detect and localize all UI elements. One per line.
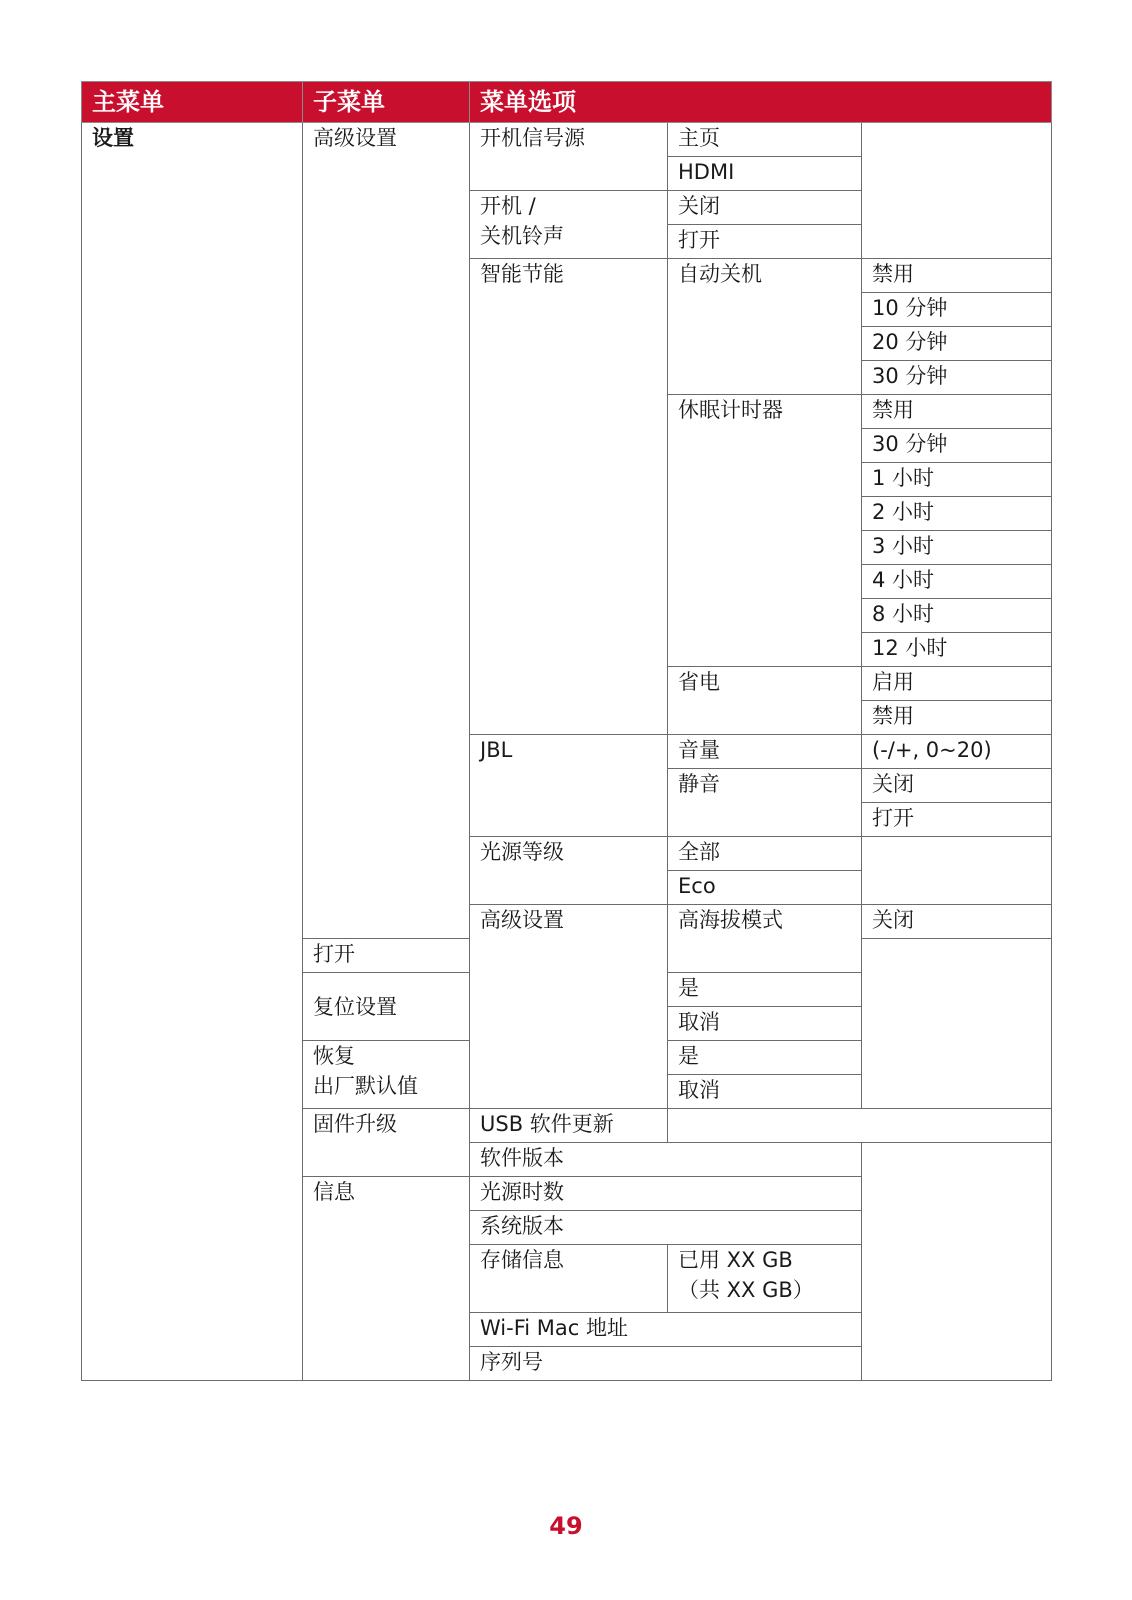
option-jbl: JBL: [470, 735, 668, 837]
header-submenu: 子菜单: [303, 82, 470, 123]
option-sleep-timer: 休眠计时器: [668, 395, 862, 667]
value-20-min: 20 分钟: [862, 327, 1052, 361]
table-header-row: [82, 82, 1052, 123]
option-power-saving: 省电: [668, 667, 862, 735]
value-1-hour: 1 小时: [862, 463, 1052, 497]
main-menu-settings: 设置: [82, 123, 303, 1381]
storage-used: 已用 XX GB: [678, 1248, 793, 1272]
option-software-version: 软件版本: [470, 1143, 862, 1177]
value-4-hours: 4 小时: [862, 565, 1052, 599]
option-power-chime: [470, 191, 668, 259]
value-full: 全部: [668, 837, 862, 871]
option-usb-software-update: USB 软件更新: [470, 1109, 668, 1143]
submenu-information: 信息: [303, 1177, 470, 1381]
value-on: 打开: [303, 939, 470, 973]
value-yes: 是: [668, 1041, 862, 1075]
menu-table: [81, 81, 1052, 1381]
submenu-advanced-settings-2: 高级设置: [470, 905, 668, 1109]
option-reset-settings: 复位设置: [303, 973, 470, 1041]
value-storage-usage: [668, 1245, 862, 1313]
value-12-hours: 12 小时: [862, 633, 1052, 667]
value-on: 打开: [668, 225, 862, 259]
submenu-advanced-settings: 高级设置: [303, 123, 470, 939]
value-3-hours: 3 小时: [862, 531, 1052, 565]
option-factory-reset-line2: 出厂默认值: [313, 1074, 418, 1098]
option-wifi-mac-address: Wi-Fi Mac 地址: [470, 1313, 862, 1347]
submenu-firmware-upgrade: 固件升级: [303, 1109, 470, 1177]
option-system-version: 系统版本: [470, 1211, 862, 1245]
value-30-min: 30 分钟: [862, 429, 1052, 463]
option-power-chime-line2: 关机铃声: [480, 224, 564, 248]
empty-cell: [862, 837, 1052, 905]
page-number: 49: [549, 1512, 583, 1540]
option-storage-info: 存储信息: [470, 1245, 668, 1313]
value-home: 主页: [668, 123, 862, 157]
option-serial-number: 序列号: [470, 1347, 862, 1381]
value-off: 关闭: [668, 191, 862, 225]
option-power-chime-line1: 开机 /: [480, 194, 536, 218]
option-light-source-hours: 光源时数: [470, 1177, 862, 1211]
value-disabled: 禁用: [862, 259, 1052, 293]
header-menu-options: 菜单选项: [470, 82, 1052, 123]
value-eco: Eco: [668, 871, 862, 905]
header-main-menu: 主菜单: [82, 82, 303, 123]
value-off: 关闭: [862, 905, 1052, 939]
value-cancel: 取消: [668, 1007, 862, 1041]
option-factory-reset: [303, 1041, 470, 1109]
option-auto-power-off: 自动关机: [668, 259, 862, 395]
storage-total: （共 XX GB）: [678, 1278, 814, 1302]
option-light-source-level: 光源等级: [470, 837, 668, 905]
value-volume-range: (-/+, 0~20): [862, 735, 1052, 769]
value-enabled: 启用: [862, 667, 1052, 701]
option-mute: 静音: [668, 769, 862, 837]
option-smart-energy: 智能节能: [470, 259, 668, 735]
value-on: 打开: [862, 803, 1052, 837]
empty-cell: [862, 1143, 1052, 1381]
option-power-on-source: 开机信号源: [470, 123, 668, 191]
value-10-min: 10 分钟: [862, 293, 1052, 327]
value-2-hours: 2 小时: [862, 497, 1052, 531]
empty-cell: [668, 1109, 1052, 1143]
value-disabled: 禁用: [862, 701, 1052, 735]
value-8-hours: 8 小时: [862, 599, 1052, 633]
option-factory-reset-line1: 恢复: [313, 1044, 355, 1068]
value-disabled: 禁用: [862, 395, 1052, 429]
option-volume: 音量: [668, 735, 862, 769]
option-high-altitude-mode: 高海拔模式: [668, 905, 862, 973]
value-off: 关闭: [862, 769, 1052, 803]
value-30-min: 30 分钟: [862, 361, 1052, 395]
value-hdmi: HDMI: [668, 157, 862, 191]
value-cancel: 取消: [668, 1075, 862, 1109]
table-row: [82, 123, 1052, 157]
empty-cell: [862, 123, 1052, 259]
value-yes: 是: [668, 973, 862, 1007]
